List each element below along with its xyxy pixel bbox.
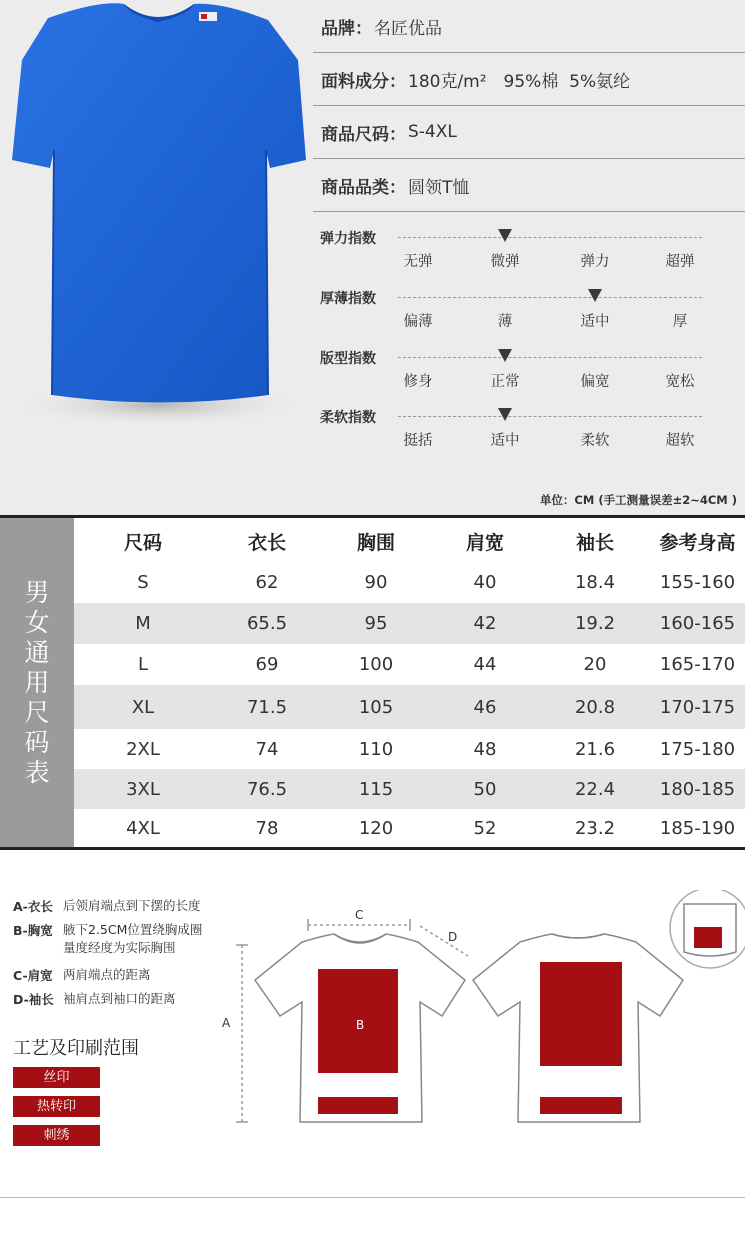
legend-desc: 腋下2.5CM位置绕胸成圈: [63, 922, 203, 937]
index-marker-icon: [498, 349, 512, 362]
index-option: 偏宽: [580, 374, 610, 390]
table-cell: 165-170: [659, 654, 736, 675]
spec-fabric: [313, 53, 745, 106]
table-cell: 115: [358, 778, 394, 800]
table-cell: 20: [583, 654, 607, 675]
legend-desc: 后领肩端点到下摆的长度: [63, 898, 201, 913]
spec-value: 180克/m² 95%棉 5%氨纶: [408, 71, 631, 92]
table-cell: 18.4: [574, 572, 616, 593]
table-cell: 175-180: [659, 738, 736, 760]
table-cell: 44: [473, 654, 497, 675]
table-cell: 42: [473, 613, 497, 634]
index-marker-icon: [498, 408, 512, 421]
size-table: [0, 515, 745, 850]
table-cell: 3XL: [126, 778, 160, 800]
measurement-diagram: [210, 890, 745, 1190]
legend-key: D-袖长: [13, 992, 54, 1007]
table-cell: 62: [255, 572, 279, 593]
table-cell: 180-185: [659, 778, 736, 800]
craft-title: 工艺及印刷范围: [13, 1038, 139, 1059]
spec-key: 面料成分：: [321, 71, 406, 92]
side-title-char: 通: [24, 637, 50, 667]
table-row: [74, 562, 745, 603]
table-cell: 21.6: [574, 738, 616, 760]
unit-note: 单位：CM (手工测量误差±2~4CM ): [539, 493, 737, 507]
index-option: 偏薄: [403, 314, 433, 330]
table-cell: 155-160: [659, 572, 736, 593]
table-row: [74, 729, 745, 769]
legend-item: [13, 897, 201, 915]
table-cell: S: [137, 572, 149, 593]
label-d: D: [448, 930, 458, 944]
spec-list: [313, 0, 745, 212]
legend-item: [13, 990, 176, 1008]
side-title-char: 女: [24, 607, 50, 637]
craft-tag: 热转印: [13, 1096, 100, 1117]
index-dashed-line: [398, 297, 702, 298]
table-cell: 120: [358, 817, 394, 839]
index-option: 弹力: [580, 254, 610, 270]
legend-item: [13, 966, 151, 984]
side-title-char: 尺: [24, 697, 50, 727]
index-option: 正常: [490, 374, 520, 390]
table-row: [74, 809, 745, 847]
table-cell: 71.5: [246, 696, 288, 718]
spec-value: 名匠优品: [374, 18, 442, 39]
index-marker-icon: [588, 289, 602, 302]
index-title: 厚薄指数: [320, 291, 376, 307]
table-cell: 23.2: [574, 817, 616, 839]
table-cell: 50: [473, 778, 497, 800]
spec-size: [313, 106, 745, 159]
table-header-cell: 衣长: [247, 531, 286, 554]
table-cell: 40: [473, 572, 497, 593]
table-cell: 20.8: [574, 696, 616, 718]
index-title: 柔软指数: [320, 410, 376, 426]
table-row: [74, 769, 745, 809]
index-option: 宽松: [665, 374, 695, 390]
table-cell: 48: [473, 738, 497, 760]
table-row: [74, 644, 745, 685]
table-header-cell: 参考身高: [659, 531, 736, 554]
table-cell: 76.5: [246, 778, 288, 800]
spec-key: 商品品类：: [321, 177, 406, 198]
bottom-divider: [0, 1197, 745, 1198]
collar-label-print-area: [694, 927, 722, 948]
index-option: 超软: [665, 433, 695, 449]
table-cell: 95: [364, 613, 388, 634]
front-hem-print-area: [318, 1097, 398, 1114]
spec-brand: [313, 0, 745, 53]
label-a: A: [222, 1016, 231, 1030]
table-cell: 4XL: [126, 817, 160, 839]
table-cell: 46: [473, 696, 497, 718]
table-cell: 22.4: [574, 778, 616, 800]
table-header-cell: 袖长: [575, 531, 614, 554]
craft-tag: 刺绣: [13, 1125, 100, 1146]
table-cell: 69: [255, 654, 279, 675]
index-option: 修身: [403, 374, 433, 390]
blue-tshirt-image: [0, 0, 320, 440]
index-option: 无弹: [403, 254, 433, 270]
index-option: 柔软: [580, 433, 610, 449]
spec-key: 品牌：: [321, 18, 372, 39]
index-option: 厚: [672, 314, 688, 330]
index-dashed-line: [398, 357, 702, 358]
table-header-cell: 胸围: [356, 531, 395, 554]
legend-desc: 袖肩点到袖口的距离: [63, 991, 176, 1006]
table-cell: 110: [358, 738, 394, 760]
legend-item: [13, 921, 203, 955]
table-cell: 52: [473, 817, 497, 839]
table-cell: 19.2: [574, 613, 616, 634]
spec-value: 圆领T恤: [408, 177, 470, 198]
index-option: 微弹: [490, 254, 520, 270]
table-cell: 170-175: [659, 696, 736, 718]
index-option: 挺括: [403, 433, 433, 449]
table-cell: 100: [358, 654, 394, 675]
table-header-row: [74, 520, 745, 562]
table-cell: 160-165: [659, 613, 736, 634]
size-table-side-title: [0, 518, 74, 847]
table-cell: XL: [131, 696, 155, 718]
table-row: [74, 685, 745, 729]
table-cell: L: [137, 654, 149, 675]
table-cell: 105: [358, 696, 394, 718]
index-scale: [320, 288, 740, 338]
legend-key: A-衣长: [13, 899, 53, 914]
label-b: B: [356, 1018, 365, 1032]
side-title-char: 表: [24, 757, 50, 787]
spec-value: S-4XL: [408, 122, 457, 142]
index-marker-icon: [498, 229, 512, 242]
side-title-char: 男: [24, 577, 50, 607]
legend-desc: 量度经度为实际胸围: [63, 940, 176, 955]
index-scale: [320, 348, 740, 398]
index-option: 适中: [490, 433, 520, 449]
side-title-char: 用: [24, 667, 50, 697]
spec-category: [313, 159, 745, 212]
table-header-cell: 肩宽: [465, 531, 504, 554]
table-cell: 185-190: [659, 817, 736, 839]
index-title: 版型指数: [320, 351, 376, 367]
side-title-char: 码: [24, 727, 50, 757]
table-cell: 65.5: [246, 613, 288, 634]
index-dashed-line: [398, 416, 702, 417]
back-hem-print-area: [540, 1097, 622, 1114]
legend-key: C-肩宽: [13, 968, 53, 983]
craft-tag: 丝印: [13, 1067, 100, 1088]
legend-desc: 两肩端点的距离: [63, 967, 151, 982]
index-scale: [320, 407, 740, 457]
table-cell: M: [135, 613, 151, 634]
table-cell: 90: [364, 572, 388, 593]
table-header-cell: 尺码: [123, 531, 162, 554]
index-scale: [320, 228, 740, 278]
legend-key: B-胸宽: [13, 923, 53, 938]
index-title: 弹力指数: [320, 231, 376, 247]
spec-key: 商品尺码：: [321, 124, 406, 145]
index-dashed-line: [398, 237, 702, 238]
back-print-area: [540, 962, 622, 1066]
table-cell: 2XL: [126, 738, 160, 760]
label-c: C: [355, 908, 364, 922]
index-option: 超弹: [665, 254, 695, 270]
index-option: 薄: [497, 314, 513, 330]
index-option: 适中: [580, 314, 610, 330]
table-row: [74, 603, 745, 644]
front-chest-print-area: [318, 969, 398, 1073]
product-info-section: [0, 0, 745, 515]
table-cell: 74: [255, 738, 279, 760]
table-cell: 78: [255, 817, 279, 839]
